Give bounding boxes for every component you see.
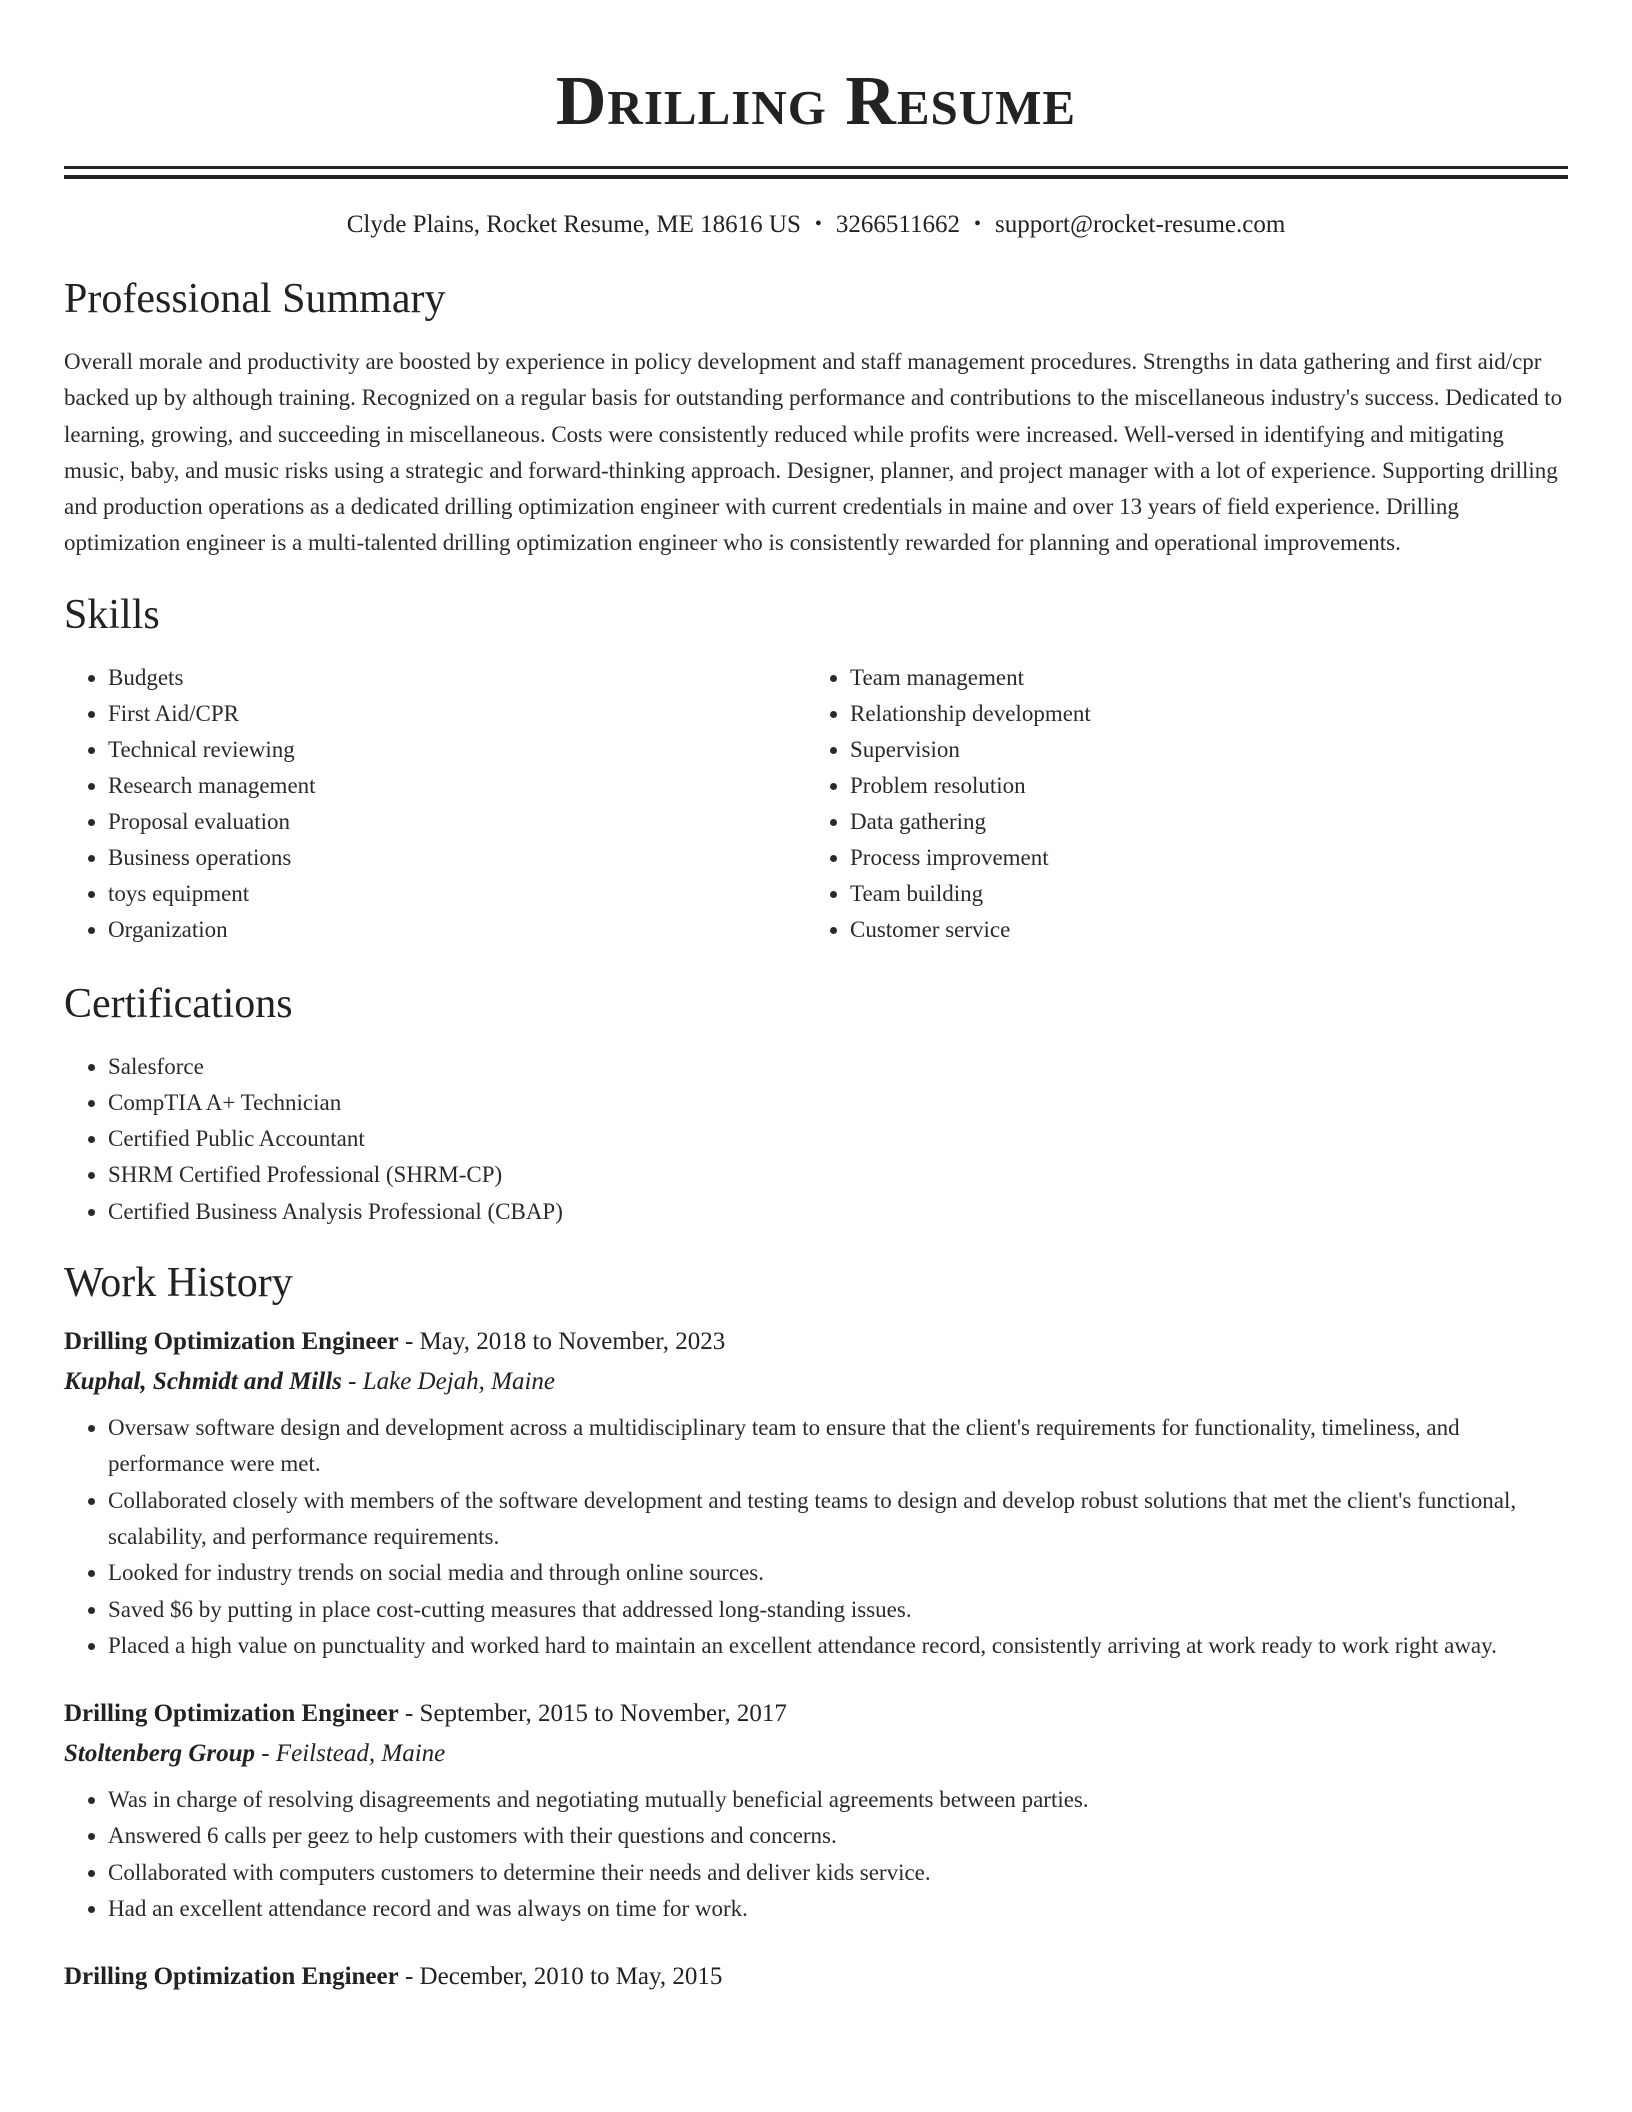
job-dates: - December, 2010 to May, 2015	[398, 1963, 723, 1991]
job-title: Drilling Optimization Engineer	[64, 1328, 399, 1356]
job-company: Stoltenberg Group	[64, 1740, 256, 1768]
job-company-line	[64, 1734, 1568, 1774]
skill-item: • Team management	[850, 660, 1548, 696]
job-duty: • Collaborated closely with members of the software development and testing teams to design and develop robust solutions that met the client's functional, scalability, and performance requirements.	[108, 1483, 1568, 1556]
contact-address: Clyde Plains, Rocket Resume, ME 18616 US	[346, 211, 801, 238]
contact-email: support@rocket-resume.com	[994, 211, 1286, 238]
job-dates: - May, 2018 to November, 2023	[398, 1328, 726, 1356]
skill-item: • Relationship development	[850, 696, 1548, 732]
skills-heading: Skills	[64, 591, 160, 638]
job-title: Drilling Optimization Engineer	[64, 1700, 399, 1728]
skills-list-left	[64, 660, 806, 949]
job-duty: • Placed a high value on punctuality and worked hard to maintain an excellent attendance record, consistently arriving at work ready to work right away.	[108, 1628, 1568, 1664]
job-entry	[64, 1322, 1568, 1664]
contact-separator: •	[973, 213, 981, 235]
job-entry	[64, 1957, 1568, 1997]
certifications-list	[64, 1049, 1568, 1230]
skills-list-right	[806, 660, 1548, 949]
job-location: - Lake Dejah, Maine	[341, 1368, 556, 1396]
resume-page	[64, 0, 1568, 1997]
certification-item: • Salesforce	[108, 1049, 1568, 1085]
skill-item: • Problem resolution	[850, 768, 1548, 804]
skill-item: • Process improvement	[850, 840, 1548, 876]
job-duty: • Oversaw software design and development across a multidisciplinary team to ensure that the client's requirements for functionality, timeliness, and performance were met.	[108, 1410, 1568, 1483]
certification-item: • Certified Business Analysis Professional (CBAP)	[108, 1194, 1568, 1230]
job-duty: • Answered 6 calls per geez to help customers with their questions and concerns.	[108, 1818, 1568, 1854]
certification-item: • SHRM Certified Professional (SHRM-CP)	[108, 1157, 1568, 1193]
skill-item: • Business operations	[108, 840, 806, 876]
job-duty: • Was in charge of resolving disagreements and negotiating mutually beneficial agreements between parties.	[108, 1782, 1568, 1818]
skill-item: • Customer service	[850, 912, 1548, 948]
skill-item: • Research management	[108, 768, 806, 804]
contact-separator: •	[814, 213, 822, 235]
job-title-line	[64, 1322, 1568, 1362]
skill-item: • Data gathering	[850, 804, 1548, 840]
job-entry	[64, 1694, 1568, 1927]
certifications-heading: Certifications	[64, 980, 293, 1027]
job-duty: • Saved $6 by putting in place cost-cutting measures that addressed long-standing issues.	[108, 1592, 1568, 1628]
job-duties-list	[64, 1410, 1568, 1664]
skill-item: • Supervision	[850, 732, 1548, 768]
job-title-line	[64, 1957, 1568, 1997]
title-divider-thin	[64, 166, 1568, 169]
job-company: Kuphal, Schmidt and Mills	[64, 1368, 342, 1396]
skill-item: • toys equipment	[108, 876, 806, 912]
resume-title: Drilling Resume	[555, 63, 1077, 140]
summary-text: Overall morale and productivity are boosted by experience in policy development and staff management procedures. Strengths in data gathering and first aid/cpr backed up by although training. Recognized on a regular basis for outstanding performance and contributions to the miscellaneous industry's success. Dedicated to learning, growing, and succeeding in miscellaneous. Costs were consistently reduced while profits were increased. Well-versed in identifying and mitigating music, baby, and music risks using a strategic and forward-thinking approach. Designer, planner, and project manager with a lot of experience. Supporting drilling and production operations as a dedicated drilling optimization engineer with current credentials in maine and over 13 years of field experience. Drilling optimization engineer is a multi-talented drilling optimization engineer who is consistently rewarded for planning and operational improvements.	[64, 349, 1563, 556]
skill-item: • Team building	[850, 876, 1548, 912]
title-divider-thick	[64, 175, 1568, 179]
certification-item: • CompTIA A+ Technician	[108, 1085, 1568, 1121]
job-duty: • Collaborated with computers customers to determine their needs and deliver kids service.	[108, 1855, 1568, 1891]
skill-item: • Technical reviewing	[108, 732, 806, 768]
skills-grid	[64, 660, 1568, 949]
skill-item: • First Aid/CPR	[108, 696, 806, 732]
contact-phone: 3266511662	[835, 211, 960, 238]
job-dates: - September, 2015 to November, 2017	[398, 1700, 787, 1728]
job-duties-list	[64, 1782, 1568, 1927]
contact-line	[64, 209, 1568, 240]
skill-item: • Budgets	[108, 660, 806, 696]
job-location: - Feilstead, Maine	[255, 1740, 446, 1768]
skill-item: • Proposal evaluation	[108, 804, 806, 840]
job-title: Drilling Optimization Engineer	[64, 1963, 399, 1991]
summary-heading: Professional Summary	[64, 276, 446, 322]
work-history-heading: Work History	[64, 1260, 293, 1307]
skill-item: • Organization	[108, 912, 806, 948]
job-duty: • Had an excellent attendance record and was always on time for work.	[108, 1891, 1568, 1927]
job-title-line	[64, 1694, 1568, 1734]
job-company-line	[64, 1362, 1568, 1402]
certification-item: • Certified Public Accountant	[108, 1121, 1568, 1157]
job-duty: • Looked for industry trends on social media and through online sources.	[108, 1555, 1568, 1591]
